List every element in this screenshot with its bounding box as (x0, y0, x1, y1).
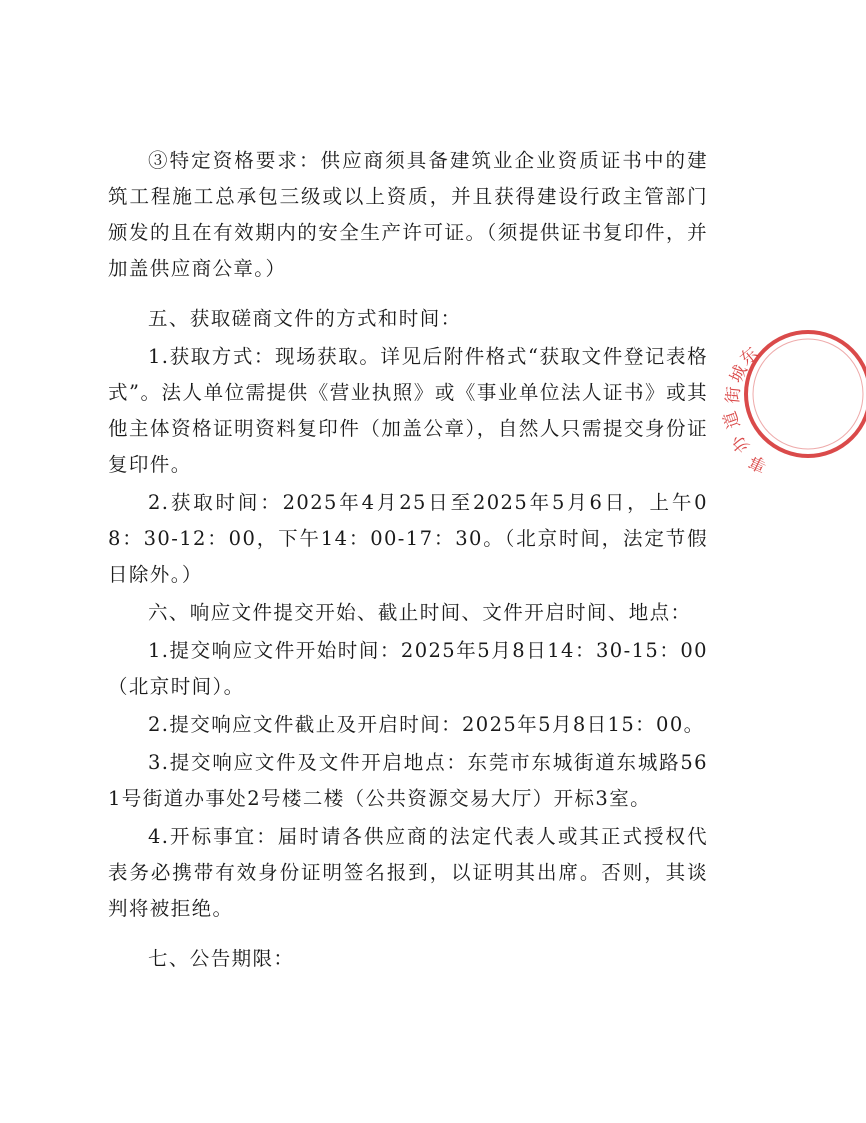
svg-text:城: 城 (726, 362, 752, 387)
svg-text:事: 事 (746, 450, 771, 476)
svg-text:街: 街 (723, 385, 745, 405)
qualification-paragraph: ③特定资格要求：供应商须具备建筑业企业资质证书中的建筑工程施工总承包三级或以上资质，并且获得建设行政主管部门颁发的且在有效期内的安全生产许可证。（须提供证书复印件，并加盖供应商公章。） (108, 149, 708, 280)
section-6-item-3: 3.提交响应文件及文件开启地点：东莞市东城街道东城路561号街道办事处2号楼二楼（公共资源交易大厅）开标3室。 (108, 751, 708, 810)
svg-text:道: 道 (720, 408, 745, 432)
section-7-heading: 七、公告期限： (148, 947, 295, 970)
section-5-item-1: 1.获取方式：现场获取。详见后附件格式“获取文件登记表格式”。法人单位需提供《营业执照》或《事业单位法人证书》或其他主体资格证明资料复印件（加盖公章），自然人只需提交身份证复印件。 (108, 345, 708, 476)
official-seal-stamp (720, 322, 866, 476)
svg-text:东: 东 (736, 343, 763, 370)
section-6-item-1: 1.提交响应文件开始时间：2025年5月8日14：30-15：00（北京时间）。 (108, 639, 708, 698)
section-6-heading: 六、响应文件提交开始、截止时间、文件开启时间、地点： (148, 601, 692, 624)
section-5-item-2: 2.获取时间：2025年4月25日至2025年5月6日，上午08：30-12：00，下午14：00-17：30。（北京时间，法定节假日除外。） (108, 491, 708, 586)
section-6-item-4: 4.开标事宜：届时请各供应商的法定代表人或其正式授权代表务必携带有效身份证明签名报到，以证明其出席。否则，其谈判将被拒绝。 (108, 825, 708, 920)
svg-text:办: 办 (727, 430, 754, 457)
section-5-heading: 五、获取磋商文件的方式和时间： (148, 307, 462, 330)
document-body (108, 143, 708, 977)
section-6-item-2: 2.提交响应文件截止及开启时间：2025年5月8日15：00。 (148, 713, 705, 736)
